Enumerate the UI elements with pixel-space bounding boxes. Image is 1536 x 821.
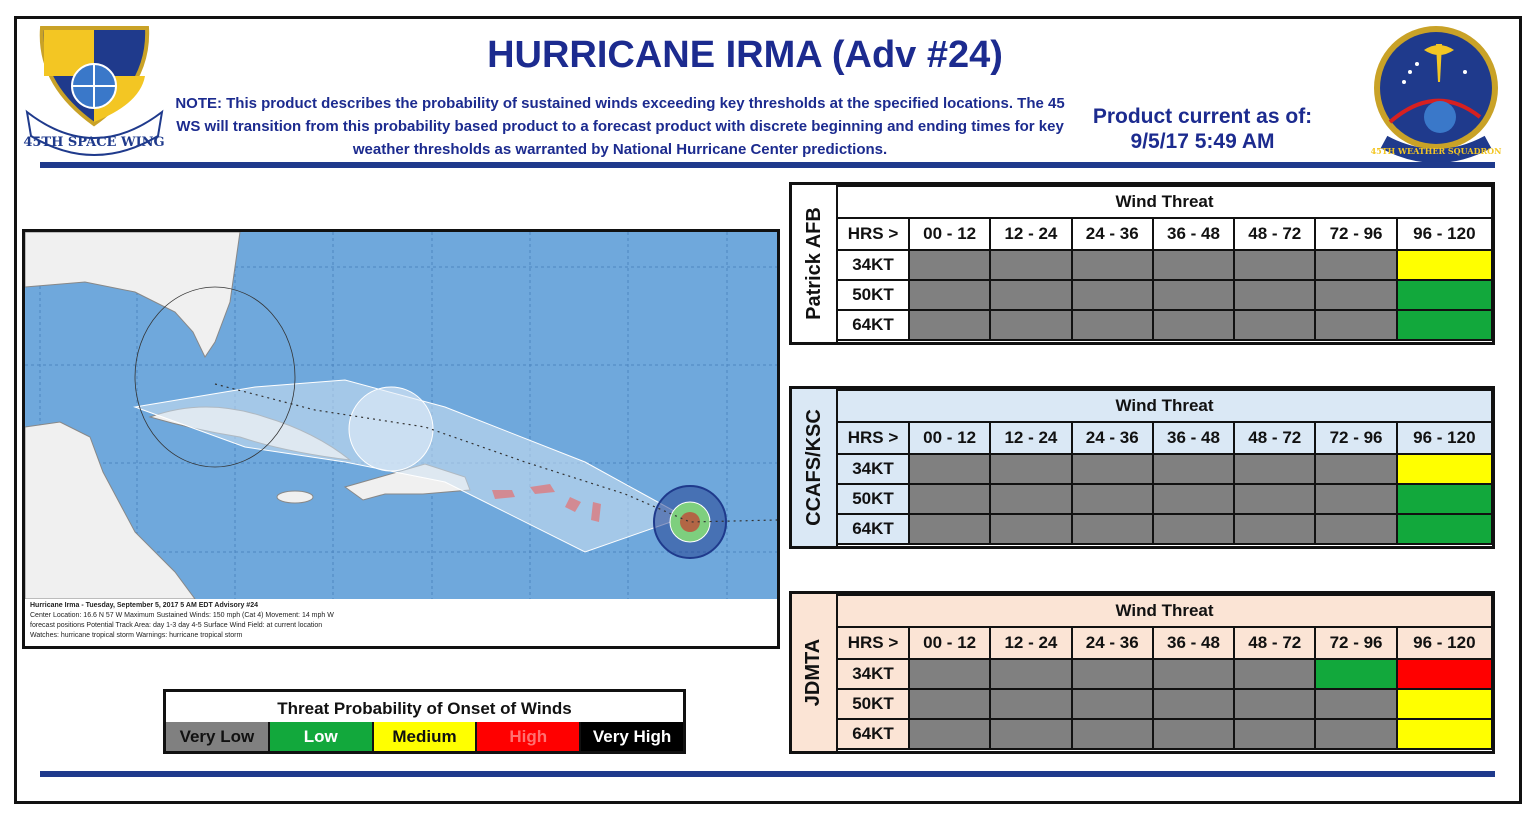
threat-cell-gray [909, 280, 990, 310]
threshold-row [837, 514, 1492, 544]
threat-cell-gray [990, 250, 1071, 280]
wind-threat-table-jdmta [789, 591, 1495, 754]
legend-title: Threat Probability of Onset of Winds [277, 699, 572, 718]
header-divider [40, 162, 1495, 168]
threat-cell-gray [990, 689, 1071, 719]
threat-cell-gray [1072, 689, 1153, 719]
column-header: 36 - 48 [1153, 422, 1234, 454]
threat-cell-gray [1315, 454, 1396, 484]
column-header: 12 - 24 [990, 627, 1071, 659]
threat-cell-gray [1315, 280, 1396, 310]
location-label [792, 594, 838, 751]
threat-cell-gray [1072, 310, 1153, 340]
threat-cell-green [1315, 659, 1396, 689]
threshold-label: 50KT [837, 280, 909, 310]
threat-cell-gray [1072, 659, 1153, 689]
column-header: 24 - 36 [1072, 627, 1153, 659]
wind-threat-title: Wind Threat [837, 390, 1492, 422]
threat-cell-gray [990, 310, 1071, 340]
threat-cell-gray [909, 659, 990, 689]
column-header: HRS > [837, 218, 909, 250]
threat-cell-gray [1153, 689, 1234, 719]
wind-threat-title: Wind Threat [837, 595, 1492, 627]
column-header: 12 - 24 [990, 422, 1071, 454]
threshold-label: 34KT [837, 454, 909, 484]
threat-cell-gray [1234, 310, 1315, 340]
threat-cell-gray [990, 659, 1071, 689]
threshold-label: 34KT [837, 659, 909, 689]
threat-cell-gray [1072, 454, 1153, 484]
column-header: 96 - 120 [1397, 422, 1492, 454]
threat-cell-gray [1234, 659, 1315, 689]
column-header: 72 - 96 [1315, 627, 1396, 659]
column-header: 96 - 120 [1397, 218, 1492, 250]
threat-cell-gray [1072, 484, 1153, 514]
wind-threat-table-patrick-afb [789, 182, 1495, 345]
wind-threat-table-ccafs-ksc [789, 386, 1495, 549]
column-header: 48 - 72 [1234, 627, 1315, 659]
weather-squadron-logo [1370, 22, 1502, 164]
threat-cell-gray [1234, 484, 1315, 514]
threat-cell-gray [1315, 719, 1396, 749]
product-current-time: 9/5/17 5:49 AM [1130, 130, 1275, 153]
location-name: Patrick AFB [802, 207, 825, 320]
threat-cell-gray [1153, 659, 1234, 689]
threat-cell-gray [909, 310, 990, 340]
location-label [792, 389, 838, 546]
product-current [1080, 104, 1325, 154]
product-note: NOTE: This product describes the probability of sustained winds exceeding key thresholds at the specified locations. The 45 WS will transition from this probability based product to a forecast product with discrete beginning and ending times for key weather thresholds as warranted by National Hurricane Center predictions. [175, 95, 1065, 158]
column-header: HRS > [837, 627, 909, 659]
threat-cell-red [1397, 659, 1492, 689]
threshold-row [837, 310, 1492, 340]
threat-cell-gray [909, 689, 990, 719]
column-header: 48 - 72 [1234, 218, 1315, 250]
legend-item: High [477, 722, 581, 751]
threat-cell-green [1397, 310, 1492, 340]
threat-cell-gray [909, 484, 990, 514]
threat-cell-gray [990, 514, 1071, 544]
threat-cell-gray [990, 280, 1071, 310]
threshold-row [837, 454, 1492, 484]
hurricane-track-map [22, 229, 780, 649]
threshold-row [837, 484, 1492, 514]
threat-cell-gray [1315, 689, 1396, 719]
column-header: 72 - 96 [1315, 218, 1396, 250]
threshold-row [837, 250, 1492, 280]
threat-cell-gray [1153, 250, 1234, 280]
column-header: HRS > [837, 422, 909, 454]
location-name: CCAFS/KSC [802, 409, 825, 526]
threat-cell-gray [1153, 514, 1234, 544]
threshold-label: 64KT [837, 310, 909, 340]
legend-item: Medium [374, 722, 478, 751]
threat-cell-gray [1153, 454, 1234, 484]
column-header: 00 - 12 [909, 422, 990, 454]
threat-cell-gray [1234, 689, 1315, 719]
threat-cell-gray [1072, 514, 1153, 544]
wind-threat-title: Wind Threat [837, 186, 1492, 218]
threat-cell-green [1397, 514, 1492, 544]
threshold-row [837, 719, 1492, 749]
threat-cell-gray [1153, 719, 1234, 749]
weather-squadron-logo-text: 45TH WEATHER SQUADRON [1370, 146, 1502, 156]
column-header: 00 - 12 [909, 218, 990, 250]
threat-cell-gray [909, 514, 990, 544]
threat-cell-gray [1153, 484, 1234, 514]
threat-cell-gray [1234, 280, 1315, 310]
threat-cell-gray [990, 719, 1071, 749]
threshold-row [837, 659, 1492, 689]
threat-cell-gray [1072, 280, 1153, 310]
threat-cell-gray [990, 454, 1071, 484]
threshold-label: 64KT [837, 514, 909, 544]
threat-cell-yellow [1397, 719, 1492, 749]
threat-cell-gray [909, 250, 990, 280]
legend-item: Very High [581, 722, 683, 751]
column-header: 36 - 48 [1153, 627, 1234, 659]
threat-legend [163, 689, 686, 754]
column-header: 24 - 36 [1072, 422, 1153, 454]
threat-cell-gray [909, 454, 990, 484]
threat-cell-gray [1315, 514, 1396, 544]
threat-cell-gray [1072, 250, 1153, 280]
column-header: 12 - 24 [990, 218, 1071, 250]
threat-cell-green [1397, 484, 1492, 514]
threat-cell-gray [1315, 484, 1396, 514]
space-wing-logo [22, 24, 167, 159]
threshold-label: 64KT [837, 719, 909, 749]
space-wing-logo-text: 45TH SPACE WING [23, 135, 165, 150]
map-graphic [25, 232, 777, 599]
threat-cell-yellow [1397, 250, 1492, 280]
column-header: 00 - 12 [909, 627, 990, 659]
threat-cell-gray [1315, 310, 1396, 340]
wind-threat-grid [836, 185, 1493, 341]
map-caption [25, 599, 777, 646]
threat-cell-gray [1234, 250, 1315, 280]
column-header: 48 - 72 [1234, 422, 1315, 454]
threat-cell-gray [1315, 250, 1396, 280]
column-header: 96 - 120 [1397, 627, 1492, 659]
page-title: HURRICANE IRMA (Adv #24) [487, 34, 1003, 76]
location-label [792, 185, 838, 342]
column-header: 36 - 48 [1153, 218, 1234, 250]
column-header: 72 - 96 [1315, 422, 1396, 454]
legend-item: Low [270, 722, 374, 751]
threat-cell-gray [1153, 310, 1234, 340]
threat-cell-gray [1234, 514, 1315, 544]
threshold-row [837, 280, 1492, 310]
threat-cell-gray [1072, 719, 1153, 749]
threat-cell-gray [909, 719, 990, 749]
threat-cell-gray [1234, 454, 1315, 484]
map-caption-line: Watches: hurricane tropical storm Warnings: hurricane tropical storm [30, 632, 243, 639]
threat-cell-gray [990, 484, 1071, 514]
threat-cell-green [1397, 280, 1492, 310]
legend-item: Very Low [166, 722, 270, 751]
location-name: JDMTA [802, 638, 825, 707]
map-caption-line: Hurricane Irma - Tuesday, September 5, 2017 5 AM EDT Advisory #24 [30, 602, 258, 609]
wind-threat-grid [836, 389, 1493, 545]
map-caption-line: Center Location: 16.6 N 57 W Maximum Sustained Winds: 150 mph (Cat 4) Movement: 14 mph W [30, 612, 334, 619]
threshold-label: 50KT [837, 484, 909, 514]
threat-cell-yellow [1397, 454, 1492, 484]
threshold-label: 34KT [837, 250, 909, 280]
legend-row [166, 722, 683, 751]
threshold-row [837, 689, 1492, 719]
product-current-label: Product current as of: [1092, 105, 1313, 128]
column-header: 24 - 36 [1072, 218, 1153, 250]
threat-cell-yellow [1397, 689, 1492, 719]
map-caption-line: forecast positions Potential Track Area: day 1-3 day 4-5 Surface Wind Field: at current location [30, 622, 323, 629]
threshold-label: 50KT [837, 689, 909, 719]
threat-cell-gray [1234, 719, 1315, 749]
threat-cell-gray [1153, 280, 1234, 310]
wind-threat-grid [836, 594, 1493, 750]
footer-divider [40, 771, 1495, 777]
